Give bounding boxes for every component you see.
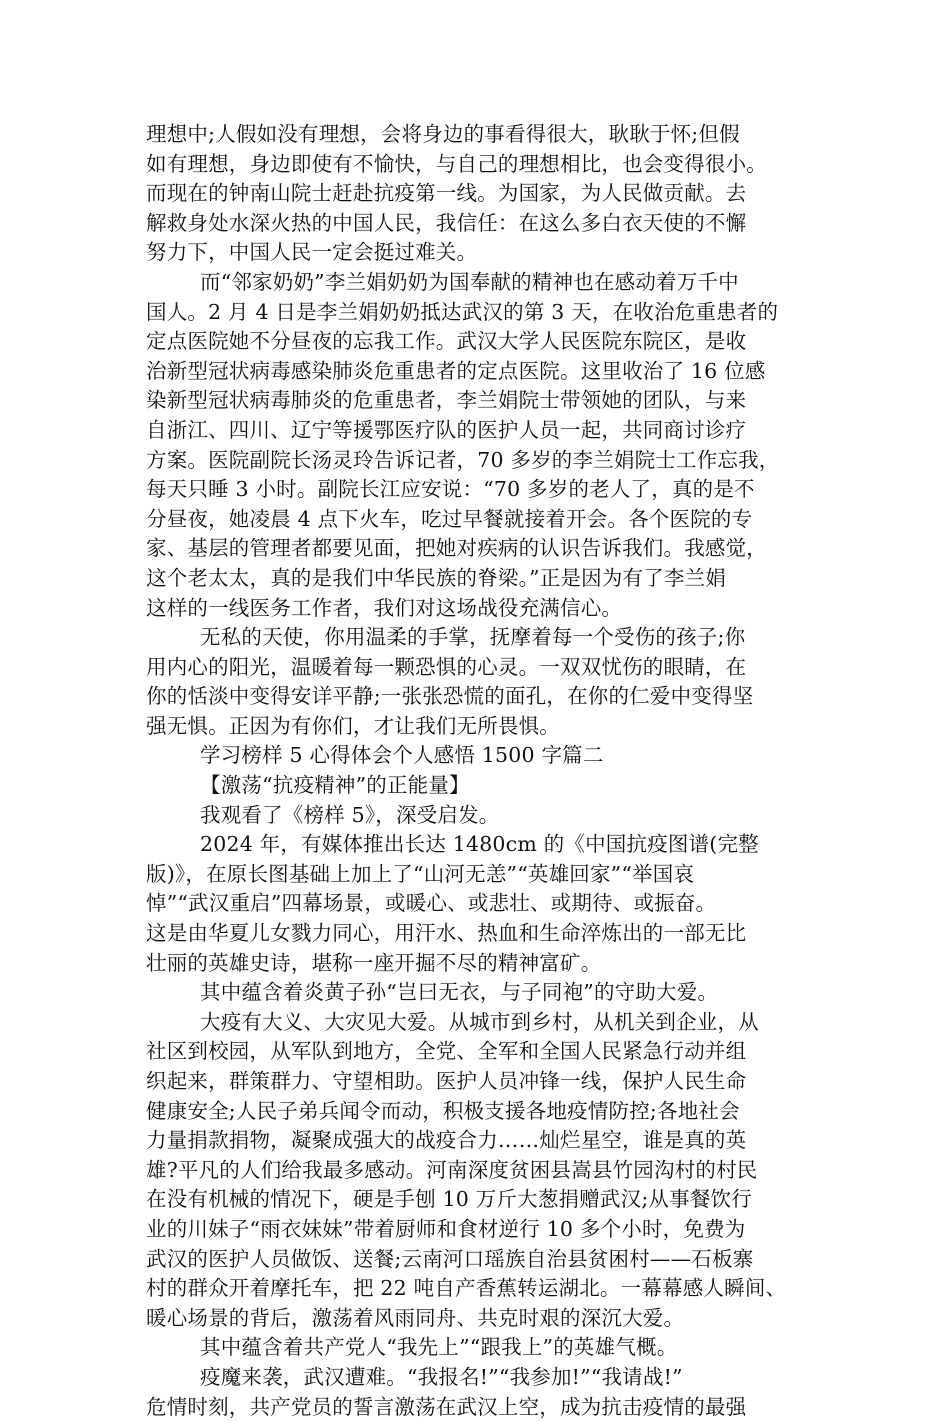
text-line: 版)》，在原长图基础上加上了“山河无恙”“英雄回家”“举国哀	[146, 861, 695, 886]
text-line: 用内心的阳光，温暖着每一颗恐惧的心灵。一双双忧伤的眼睛，在	[146, 654, 747, 679]
text-line: 强无惧。正因为有你们，才让我们无所畏惧。	[146, 713, 560, 738]
text-line: 方案。医院副院长汤灵玲告诉记者，70 多岁的李兰娟院士工作忘我，	[146, 447, 780, 472]
text-line: 健康安全;人民子弟兵闻令而动，积极支援各地疫情防控;各地社会	[146, 1098, 740, 1123]
text-line: 努力下，中国人民一定会挺过难关。	[146, 240, 478, 265]
text-line: 危情时刻，共产党员的誓言激荡在武汉上空，成为抗击疫情的最强	[146, 1394, 747, 1419]
text-line: 武汉的医护人员做饭、送餐;云南河口瑶族自治县贫困村——石板寨	[146, 1246, 754, 1271]
text-line: 理想中;人假如没有理想，会将身边的事看得很大，耿耿于怀;但假	[146, 122, 740, 146]
text-line: 自浙江、四川、辽宁等援鄂医疗队的医护人员一起，共同商讨诊疗	[146, 417, 747, 442]
text-line: 其中蕴含着共产党人“我先上”“跟我上”的英雄气概。	[200, 1335, 678, 1360]
text-line: 织起来，群策群力、守望相助。医护人员冲锋一线，保护人民生命	[146, 1069, 747, 1093]
text-line: 其中蕴含着炎黄子孙“岂曰无衣，与子同袍”的守助大爱。	[200, 980, 719, 1005]
text-line: 大疫有大义、大灾见大爱。从城市到乡村，从机关到企业，从	[200, 1009, 759, 1034]
text-line: 如有理想，身边即使有不愉快，与自己的理想相比，也会变得很小。	[146, 151, 767, 176]
text-line: 2024 年，有媒体推出长达 1480cm 的《中国抗疫图谱(完整	[200, 832, 759, 857]
text-line: 壮丽的英雄史诗，堪称一座开掘不尽的精神富矿。	[146, 950, 602, 975]
text-line: 分昼夜，她凌晨 4 点下火车，吃过早餐就接着开会。各个医院的专	[146, 506, 753, 531]
text-line: 治新型冠状病毒感染肺炎危重患者的定点医院。这里收治了 16 位感	[146, 358, 766, 383]
text-line: 你的恬淡中变得安详平静;一张张恐慌的面孔，在你的仁爱中变得坚	[146, 684, 754, 709]
text-line: 在没有机械的情况下，硬是手刨 10 万斤大葱捐赠武汉;从事餐饮行	[146, 1187, 752, 1212]
text-line: 这样的一线医务工作者，我们对这场战役充满信心。	[146, 595, 623, 620]
text-line: 而现在的钟南山院士赶赴抗疫第一线。为国家，为人民做贡献。去	[146, 181, 747, 206]
text-line: 定点医院她不分昼夜的忘我工作。武汉大学人民医院东院区，是收	[146, 329, 747, 354]
text-line: 社区到校园，从军队到地方，全党、全军和全国人民紧急行动并组	[146, 1039, 747, 1064]
text-line: 每天只睡 3 小时。副院长江应安说：“70 多岁的老人了，真的是不	[146, 477, 755, 502]
text-line: 雄?平凡的人们给我最多感动。河南深度贫困县嵩县竹园沟村的村民	[146, 1157, 758, 1182]
text-line: 这是由华夏儿女戮力同心，用汗水、热血和生命淬炼出的一部无比	[146, 921, 747, 946]
text-line: 这个老太太，真的是我们中华民族的脊梁。”正是因为有了李兰娟	[146, 565, 727, 590]
text-line: 疫魔来袭，武汉遭难。“我报名!”“我参加!”“我请战!”	[200, 1364, 683, 1389]
text-line: 业的川妹子“雨衣妹妹”带着厨师和食材逆行 10 多个小时，免费为	[146, 1216, 746, 1241]
text-line: 暖心场景的背后，激荡着风雨同舟、共克时艰的深沉大爱。	[146, 1305, 685, 1330]
text-line: 解救身处水深火热的中国人民，我信任：在这么多白衣天使的不懈	[146, 210, 747, 235]
text-line: 【激荡“抗疫精神”的正能量】	[200, 773, 470, 798]
text-line: 村的群众开着摩托车，把 22 吨自产香蕉转运湖北。一幕幕感人瞬间、	[146, 1276, 787, 1301]
text-line: 而“邻家奶奶”李兰娟奶奶为国奉献的精神也在感动着万千中	[200, 269, 739, 294]
text-line: 国人。2 月 4 日是李兰娟奶奶抵达武汉的第 3 天，在收治危重患者的	[146, 299, 779, 324]
text-line: 悼”“武汉重启”四幕场景，或暖心、或悲壮、或期待、或振奋。	[146, 891, 717, 916]
text-line: 家、基层的管理者都要见面，把她对疾病的认识告诉我们。我感觉，	[146, 536, 767, 561]
text-line: 我观看了《榜样 5》，深受启发。	[200, 802, 500, 827]
text-line: 无私的天使，你用温柔的手掌，抚摩着每一个受伤的孩子;你	[200, 625, 746, 650]
text-line: 染新型冠状病毒肺炎的危重患者，李兰娟院士带领她的团队，与来	[146, 388, 747, 413]
text-line: 力量捐款捐物，凝聚成强大的战疫合力……灿烂星空，谁是真的英	[146, 1128, 747, 1153]
document-body	[146, 120, 814, 1422]
text-line: 学习榜样 5 心得体会个人感悟 1500 字篇二	[200, 743, 604, 768]
